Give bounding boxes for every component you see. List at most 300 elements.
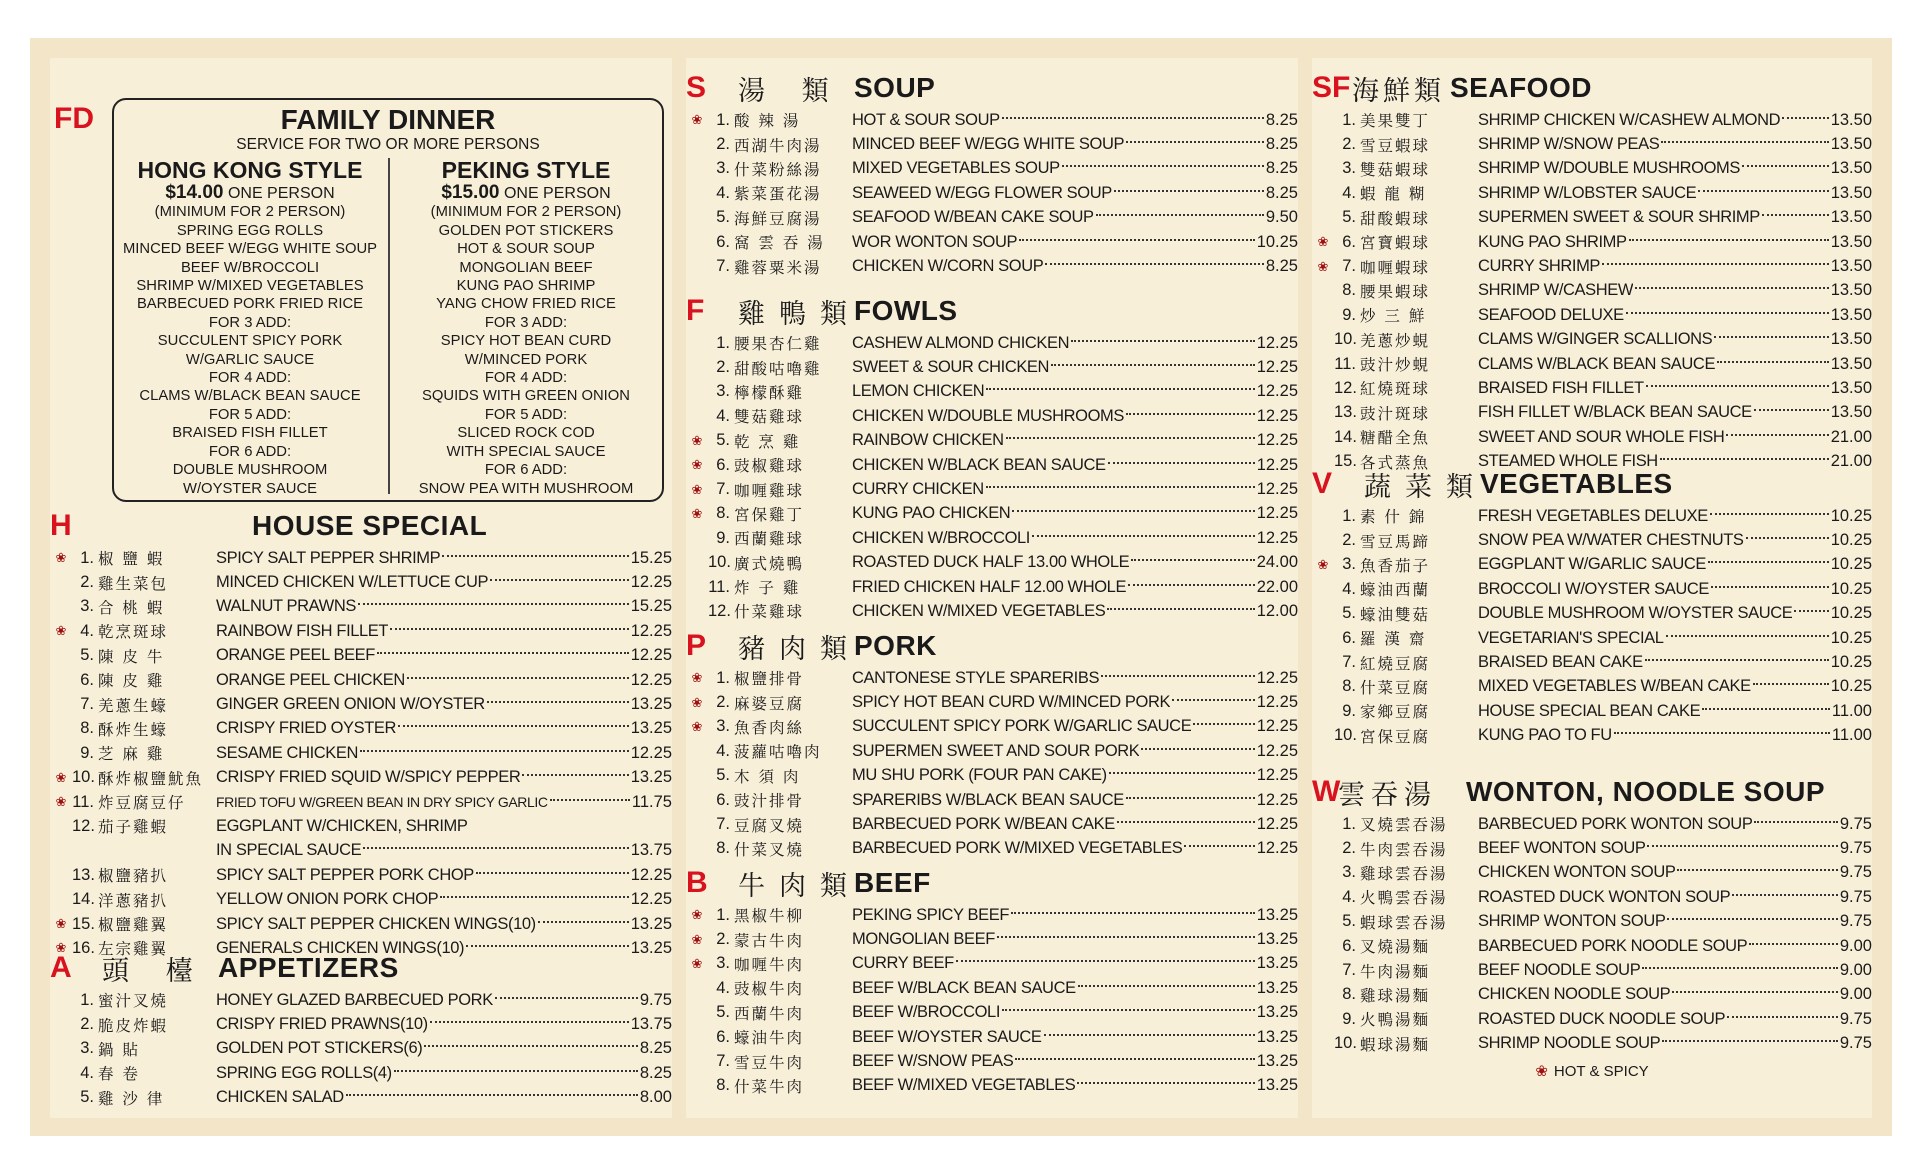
- family-dinner-line: SHRIMP W/MIXED VEGETABLES: [136, 278, 364, 295]
- item-chinese-name: 木 須 肉: [734, 767, 801, 786]
- section-title: HOUSE SPECIAL: [252, 510, 488, 541]
- leader-dots: [986, 486, 1255, 488]
- leader-dots: [1710, 513, 1829, 515]
- item-chinese-name: 什菜雞球: [734, 603, 805, 622]
- item-number: 4.: [716, 183, 730, 202]
- leader-dots: [1128, 584, 1255, 586]
- menu-item: [686, 1025, 1298, 1049]
- family-dinner-line: FOR 6 ADD:: [484, 462, 568, 479]
- family-dinner-subtitle: SERVICE FOR TWO OR MORE PERSONS: [236, 136, 540, 153]
- family-dinner-line: FOR 5 ADD:: [208, 406, 292, 423]
- item-name: FRIED CHICKEN HALF 12.00 WHOLE: [852, 577, 1127, 596]
- item-chinese-name: 什菜牛肉: [734, 1077, 805, 1096]
- item-number: 13.: [1334, 403, 1357, 422]
- leader-dots: [1077, 1082, 1254, 1084]
- menu-item: [50, 668, 672, 692]
- item-number: 3.: [716, 382, 730, 401]
- section-beef: [686, 863, 1298, 1098]
- hot-spicy-legend: [1312, 1062, 1872, 1080]
- item-price: 12.25: [630, 743, 672, 762]
- item-chinese-name: 合 桃 蝦: [98, 598, 165, 617]
- item-price: 24.00: [1256, 553, 1298, 572]
- item-price: 9.00: [1839, 985, 1872, 1004]
- item-price: 12.25: [1256, 790, 1298, 809]
- leader-dots: [466, 945, 629, 947]
- item-price: 12.25: [1256, 839, 1298, 858]
- item-price: 13.50: [1830, 159, 1872, 178]
- leader-dots: [538, 921, 629, 923]
- item-price: 10.25: [1830, 677, 1872, 696]
- menu-item: [686, 132, 1298, 156]
- item-number: 3.: [716, 954, 730, 973]
- item-chinese-name: 豉椒雞球: [734, 457, 805, 476]
- item-chinese-name: 麻婆豆腐: [734, 694, 805, 713]
- item-chinese-name: 乾烹斑球: [98, 623, 169, 642]
- menu-item: [686, 952, 1298, 976]
- item-price: 10.25: [1830, 628, 1872, 647]
- item-name: SPARERIBS W/BLACK BEAN SAUCE: [852, 790, 1124, 809]
- item-price: 13.50: [1830, 354, 1872, 373]
- style-price: $14.00 ONE PERSON: [165, 182, 335, 203]
- item-name: SHRIMP NOODLE SOUP: [1478, 1034, 1661, 1053]
- item-chinese-name: 雙菇蝦球: [1360, 160, 1431, 179]
- menu-item: [1312, 626, 1872, 650]
- item-chinese-name: 牛肉雲吞湯: [1360, 840, 1448, 859]
- item-price: 12.25: [1256, 717, 1298, 736]
- item-chinese-name: 各式蒸魚: [1360, 453, 1431, 472]
- item-price: 12.25: [1256, 528, 1298, 547]
- leader-dots: [1717, 361, 1829, 363]
- leader-dots: [1011, 912, 1255, 914]
- item-name: CRISPY FRIED SQUID W/SPICY PEPPER: [216, 768, 521, 787]
- item-number: 7.: [716, 480, 730, 499]
- item-number: 6.: [716, 232, 730, 251]
- item-number: 9.: [1342, 1009, 1356, 1028]
- leader-dots: [1642, 967, 1838, 969]
- panel-middle: [686, 58, 1298, 1118]
- item-number: 14.: [72, 890, 95, 909]
- item-number: 9.: [80, 743, 94, 762]
- item-number: 1.: [716, 333, 730, 352]
- leader-dots: [1126, 797, 1255, 799]
- menu-item: [50, 766, 672, 790]
- item-price: 13.25: [630, 768, 672, 787]
- item-number: 11.: [1334, 354, 1356, 373]
- family-dinner-line: MINCED BEEF W/EGG WHITE SOUP: [122, 241, 378, 258]
- section-header: [50, 506, 672, 546]
- item-number: 5.: [716, 1003, 730, 1022]
- leader-dots: [1184, 845, 1254, 847]
- item-name: BARBECUED PORK W/MIXED VEGETABLES: [852, 839, 1183, 858]
- leader-dots: [440, 896, 628, 898]
- item-number: 6.: [716, 1027, 730, 1046]
- section-pork: [686, 626, 1298, 861]
- menu-item: [1312, 181, 1872, 205]
- menu-item: [686, 788, 1298, 812]
- section-appetizers: [50, 948, 672, 1110]
- item-price: 12.25: [1256, 693, 1298, 712]
- item-name: RAINBOW FISH FILLET: [216, 621, 389, 640]
- item-chinese-name: 什菜叉燒: [734, 840, 805, 859]
- item-price: 15.25: [630, 597, 672, 616]
- chili-icon: ❀: [55, 769, 67, 785]
- menu-item: [686, 690, 1298, 714]
- chili-icon: ❀: [1317, 234, 1329, 250]
- menu-item: [50, 887, 672, 911]
- item-name: CURRY SHRIMP: [1478, 257, 1601, 276]
- leader-dots: [1702, 708, 1830, 710]
- item-chinese-name: 雞 沙 律: [98, 1089, 165, 1108]
- item-price: 11.75: [631, 792, 672, 811]
- item-chinese-name: 雪豆牛肉: [734, 1053, 805, 1072]
- item-chinese-name: 茄子雞蝦: [98, 818, 169, 837]
- item-price: 12.25: [1256, 431, 1298, 450]
- item-name: CRISPY FRIED OYSTER: [216, 719, 397, 738]
- item-name: SEAFOOD DELUXE: [1478, 305, 1624, 324]
- chili-icon: ❀: [55, 623, 67, 639]
- item-name: SWEET AND SOUR WHOLE FISH: [1478, 427, 1725, 446]
- item-price: 10.25: [1830, 579, 1872, 598]
- leader-dots: [1071, 340, 1255, 342]
- menu-item: [1312, 861, 1872, 885]
- menu-item: [50, 1012, 672, 1036]
- item-number: 1.: [716, 110, 730, 129]
- menu-item: [686, 1001, 1298, 1025]
- menu-item: [686, 157, 1298, 181]
- item-price: 9.00: [1839, 961, 1872, 980]
- menu-item: [1312, 425, 1872, 449]
- item-number: 10.: [1334, 726, 1357, 745]
- leader-dots: [1012, 510, 1254, 512]
- item-name: CURRY BEEF: [852, 954, 954, 973]
- item-name: SPICY SALT PEPPER SHRIMP: [216, 548, 441, 567]
- leader-dots: [1714, 336, 1828, 338]
- item-chinese-name: 腰果蝦球: [1360, 282, 1431, 301]
- item-name: SHRIMP WONTON SOUP: [1478, 912, 1666, 931]
- menu-item: [1312, 885, 1872, 909]
- item-name: WALNUT PRAWNS: [216, 597, 356, 616]
- item-price: 8.25: [1265, 183, 1298, 202]
- item-number: 3.: [80, 1039, 94, 1058]
- menu-item: [686, 1049, 1298, 1073]
- item-chinese-name: 檸檬酥雞: [734, 383, 805, 402]
- item-number: 15.: [1334, 452, 1357, 471]
- item-name: ROASTED DUCK WONTON SOUP: [1478, 887, 1731, 906]
- leader-dots: [1114, 190, 1264, 192]
- item-price: 13.50: [1830, 281, 1872, 300]
- menu-item: [1312, 699, 1872, 723]
- item-price: 13.25: [630, 914, 672, 933]
- item-number: 5.: [1342, 208, 1356, 227]
- section-soup: [686, 68, 1298, 279]
- item-price: 9.75: [1839, 863, 1872, 882]
- menu-item: [686, 331, 1298, 355]
- leader-dots: [490, 579, 629, 581]
- item-price: 9.50: [1265, 208, 1298, 227]
- leader-dots: [1045, 263, 1264, 265]
- item-chinese-name: 蝦球雲吞湯: [1360, 913, 1448, 932]
- menu-item: [686, 666, 1298, 690]
- family-dinner-line: CLAMS W/BLACK BEAN SAUCE: [139, 388, 361, 405]
- menu-item: [686, 927, 1298, 951]
- item-name: CLAMS W/BLACK BEAN SAUCE: [1478, 354, 1716, 373]
- menu-item: [686, 254, 1298, 278]
- item-chinese-name: 蝦 龍 糊: [1360, 185, 1427, 204]
- item-price: 13.25: [630, 938, 672, 957]
- item-name: ROASTED DUCK HALF 13.00 WHOLE: [852, 553, 1130, 572]
- item-price: 21.00: [1830, 452, 1872, 471]
- leader-dots: [1015, 1058, 1254, 1060]
- item-name: CHICKEN W/BROCCOLI: [852, 528, 1030, 547]
- item-name: CHICKEN NOODLE SOUP: [1478, 985, 1671, 1004]
- item-chinese-name: 椒鹽排骨: [734, 670, 805, 689]
- item-name: MINCED CHICKEN W/LETTUCE CUP: [216, 573, 489, 592]
- leader-dots: [1078, 985, 1255, 987]
- family-dinner-line: W/MINCED PORK: [464, 351, 588, 368]
- item-price: 13.25: [1256, 1027, 1298, 1046]
- item-name: SPICY SALT PEPPER CHICKEN WINGS(10): [216, 914, 536, 933]
- item-number: 3.: [1342, 159, 1356, 178]
- menu-item: [1312, 328, 1872, 352]
- section-chinese-title: 蔬菜類: [1364, 471, 1487, 503]
- leader-dots: [1629, 239, 1829, 241]
- item-price: 12.25: [1256, 406, 1298, 425]
- item-price: 10.25: [1830, 555, 1872, 574]
- item-price: 9.75: [639, 990, 672, 1009]
- item-number: 15.: [72, 914, 95, 933]
- item-chinese-name: 蜜汁叉燒: [98, 992, 169, 1011]
- item-number: 14.: [1334, 427, 1357, 446]
- leader-dots: [1645, 659, 1829, 661]
- item-name: FISH FILLET W/BLACK BEAN SAUCE: [1478, 403, 1752, 422]
- chili-icon: ❀: [691, 718, 703, 734]
- section-chinese-title: 雞鴨類: [738, 298, 861, 330]
- leader-dots: [1708, 561, 1829, 563]
- leader-dots: [1635, 287, 1829, 289]
- item-price: 8.25: [1265, 135, 1298, 154]
- menu-item: [50, 1037, 672, 1061]
- item-price: 11.00: [1831, 726, 1872, 745]
- item-name: SWEET & SOUR CHICKEN: [852, 358, 1050, 377]
- item-price: 13.75: [630, 1015, 672, 1034]
- menu-item: [1312, 528, 1872, 552]
- item-price: 8.25: [1265, 257, 1298, 276]
- menu-item: [1312, 303, 1872, 327]
- leader-dots: [1131, 559, 1254, 561]
- menu-item: [50, 741, 672, 765]
- item-price: 11.00: [1831, 701, 1872, 720]
- menu-item: [50, 570, 672, 594]
- item-name: CURRY CHICKEN: [852, 480, 984, 499]
- section-seafood: [1312, 68, 1872, 474]
- leader-dots: [495, 997, 638, 999]
- item-name: GENERALS CHICKEN WINGS(10): [216, 938, 465, 957]
- section-header: [50, 948, 672, 988]
- leader-dots: [1794, 610, 1828, 612]
- item-number: 5.: [1342, 912, 1356, 931]
- item-number: 12.: [708, 601, 731, 620]
- leader-dots: [1614, 732, 1830, 734]
- leader-dots: [487, 701, 629, 703]
- family-dinner-line: BEEF W/BROCCOLI: [180, 259, 320, 276]
- item-number: 2.: [716, 358, 730, 377]
- item-number: 5.: [716, 208, 730, 227]
- section-letter: H: [50, 509, 72, 542]
- style-price: $15.00 ONE PERSON: [441, 182, 611, 203]
- leader-dots: [1749, 943, 1838, 945]
- item-price: 13.50: [1830, 378, 1872, 397]
- item-chinese-name: 紅燒豆腐: [1360, 654, 1431, 673]
- item-chinese-name: 乾 烹 雞: [734, 432, 801, 451]
- chili-icon: ❀: [691, 907, 703, 923]
- chili-icon: ❀: [691, 955, 703, 971]
- family-dinner-line: HOT & SOUR SOUP: [457, 241, 595, 258]
- menu-item: [50, 717, 672, 741]
- item-number: 3.: [1342, 555, 1356, 574]
- item-name: BEEF W/BROCCOLI: [852, 1003, 1001, 1022]
- menu-item: [1312, 958, 1872, 982]
- item-number: 2.: [80, 1015, 94, 1034]
- item-name: BEEF W/MIXED VEGETABLES: [852, 1076, 1076, 1095]
- item-price: 13.25: [1256, 1076, 1298, 1095]
- menu-item: [686, 575, 1298, 599]
- chili-icon: ❀: [691, 481, 703, 497]
- section-title: SEAFOOD: [1450, 72, 1592, 103]
- item-number: 9.: [716, 528, 730, 547]
- leader-dots: [1002, 1009, 1255, 1011]
- item-chinese-name: 咖喱蝦球: [1360, 258, 1431, 277]
- item-name: CASHEW ALMOND CHICKEN: [852, 333, 1070, 352]
- item-name: BRAISED FISH FILLET: [1478, 378, 1644, 397]
- item-name: BARBECUED PORK W/BEAN CAKE: [852, 815, 1115, 834]
- item-name: ORANGE PEEL CHICKEN: [216, 670, 405, 689]
- menu-item: [50, 839, 672, 863]
- chili-icon: ❀: [55, 550, 67, 566]
- item-number: 11.: [708, 577, 730, 596]
- item-number: 1.: [716, 668, 730, 687]
- item-number: 1.: [1342, 506, 1356, 525]
- item-number: 2.: [716, 930, 730, 949]
- item-name: CANTONESE STYLE SPARERIBS: [852, 668, 1100, 687]
- menu-item: [686, 355, 1298, 379]
- menu-item: [1312, 910, 1872, 934]
- leader-dots: [1753, 683, 1829, 685]
- leader-dots: [377, 652, 629, 654]
- item-number: 3.: [1342, 863, 1356, 882]
- item-name: BEEF WONTON SOUP: [1478, 839, 1646, 858]
- family-dinner-line: W/GARLIC SAUCE: [185, 351, 315, 368]
- item-name: HOUSE SPECIAL BEAN CAKE: [1478, 701, 1701, 720]
- section-chinese-title: 湯 類: [738, 75, 843, 107]
- item-name: VEGETARIAN'S SPECIAL: [1478, 628, 1664, 647]
- item-number: 5.: [80, 646, 94, 665]
- item-price: 9.75: [1839, 887, 1872, 906]
- section-letter: P: [686, 629, 707, 662]
- item-price: 13.75: [630, 841, 672, 860]
- item-price: 13.25: [1256, 1003, 1298, 1022]
- menu-item: [1312, 675, 1872, 699]
- menu-item: [1312, 376, 1872, 400]
- item-price: 13.50: [1830, 135, 1872, 154]
- chili-icon: ❀: [55, 794, 67, 810]
- section-chinese-title: 海鮮類: [1352, 75, 1445, 107]
- item-price: 12.25: [630, 621, 672, 640]
- menu-item: [50, 619, 672, 643]
- section-letter: F: [686, 294, 705, 327]
- leader-dots: [1109, 772, 1255, 774]
- item-chinese-name: 西蘭雞球: [734, 530, 805, 549]
- item-chinese-name: 豉汁炒蜆: [1360, 356, 1431, 375]
- item-price: 10.25: [1830, 604, 1872, 623]
- menu-item: [1312, 108, 1872, 132]
- menu-item: [1312, 279, 1872, 303]
- item-number: 8.: [716, 504, 730, 523]
- item-chinese-name: 豉椒牛肉: [734, 980, 805, 999]
- item-chinese-name: 芝 麻 雞: [98, 745, 165, 764]
- item-name: FRESH VEGETABLES DELUXE: [1478, 506, 1708, 525]
- section-letter: FD: [54, 102, 94, 135]
- item-price: 9.75: [1839, 839, 1872, 858]
- item-chinese-name: 素 什 錦: [1360, 508, 1427, 527]
- menu-item: [1312, 602, 1872, 626]
- item-number: 11.: [72, 792, 94, 811]
- item-chinese-name: 紫菜蛋花湯: [734, 185, 822, 204]
- family-dinner-line: FOR 4 ADD:: [484, 370, 568, 387]
- item-price: 10.25: [1830, 653, 1872, 672]
- item-name: SHRIMP W/CASHEW: [1478, 281, 1634, 300]
- chili-icon: ❀: [55, 940, 67, 956]
- menu-item: [50, 1086, 672, 1110]
- item-chinese-name: 羌蔥生蠔: [98, 696, 169, 715]
- family-dinner-line: W/OYSTER SAUCE: [182, 480, 317, 497]
- leader-dots: [1107, 608, 1254, 610]
- item-name: MINCED BEEF W/EGG WHITE SOUP: [852, 135, 1125, 154]
- item-number: 8.: [1342, 281, 1356, 300]
- family-dinner-line: SPICY HOT BEAN CURD: [440, 333, 612, 350]
- item-chinese-name: 西蘭牛肉: [734, 1004, 805, 1023]
- item-number: 6.: [1342, 232, 1356, 251]
- section-title: SOUP: [854, 72, 936, 103]
- item-number: 8.: [1342, 677, 1356, 696]
- item-name: KUNG PAO SHRIMP: [1478, 232, 1627, 251]
- family-dinner-line: FOR 5 ADD:: [484, 406, 568, 423]
- section-chinese-title: 頭 檯: [102, 955, 207, 987]
- leader-dots: [1108, 462, 1255, 464]
- item-number: 3.: [716, 717, 730, 736]
- item-number: 1.: [1342, 814, 1356, 833]
- leader-dots: [1662, 1040, 1838, 1042]
- family-dinner-line: (MINIMUM FOR 2 PERSON): [430, 204, 622, 221]
- section-title: BEEF: [854, 867, 931, 898]
- item-chinese-name: 美果雙丁: [1360, 112, 1431, 131]
- leader-dots: [360, 750, 629, 752]
- item-price: 10.25: [1830, 531, 1872, 550]
- leader-dots: [394, 1070, 638, 1072]
- item-number: 12.: [72, 816, 95, 835]
- style-title: PEKING STYLE: [441, 157, 611, 183]
- leader-dots: [550, 799, 630, 801]
- menu-item: [686, 108, 1298, 132]
- leader-dots: [1727, 1016, 1838, 1018]
- leader-dots: [1117, 821, 1255, 823]
- item-price: 9.75: [1839, 1034, 1872, 1053]
- leader-dots: [1626, 312, 1829, 314]
- menu-item: [686, 812, 1298, 836]
- menu-item: [686, 404, 1298, 428]
- item-price: 12.25: [1256, 815, 1298, 834]
- menu-item: [686, 453, 1298, 477]
- item-price: 12.25: [630, 890, 672, 909]
